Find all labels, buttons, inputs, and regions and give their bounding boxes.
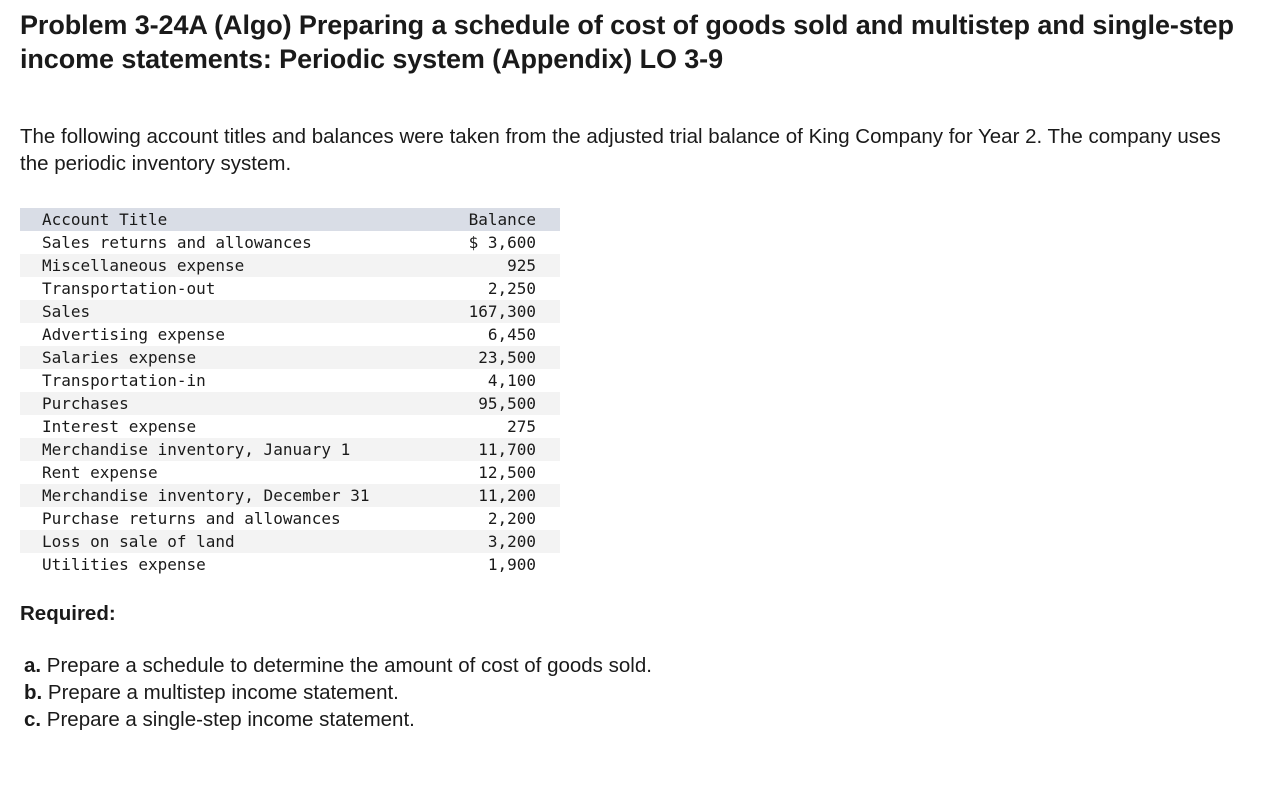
problem-title: Problem 3-24A (Algo) Preparing a schedule of cost of goods sold and multistep and single-step income statements: Periodic system (Appendix) LO 3-9 [20,10,1234,74]
balance-cell: 167,300 [468,302,536,321]
table-row [20,323,560,346]
balance-cell: $ 3,600 [468,233,536,252]
account-title-cell: Miscellaneous expense [42,256,245,275]
balance-cell: 3,200 [487,532,536,551]
table-row [20,346,560,369]
table-row [20,507,560,530]
table-row [20,392,560,415]
table-row [20,415,560,438]
balance-cell: 2,200 [487,509,536,528]
balance-cell: 95,500 [478,394,536,413]
required-item [24,652,1254,679]
balance-cell: 11,200 [478,486,536,505]
account-title-cell: Transportation-out [42,279,216,298]
account-title-cell: Merchandise inventory, January 1 [42,440,351,459]
table-body [20,231,560,576]
table-row [20,231,560,254]
account-title-cell: Transportation-in [42,371,206,390]
balance-cell: 23,500 [478,348,536,367]
balance-cell: 925 [507,256,536,275]
table-row [20,553,560,576]
trial-balance-table [20,208,560,576]
required-list [24,652,1254,733]
problem-page [20,0,1254,733]
balance-cell: 4,100 [487,371,536,390]
account-title-cell: Loss on sale of land [42,532,235,551]
table-row [20,369,560,392]
required-item-letter: c. [24,708,42,731]
account-title-cell: Sales returns and allowances [42,233,312,252]
account-title-cell: Rent expense [42,463,158,482]
account-title-cell: Sales [42,302,91,321]
required-item-text: Prepare a single-step income statement. [41,708,415,731]
balance-cell: 2,250 [487,279,536,298]
account-title-cell: Purchases [42,394,129,413]
required-label: Required: [20,602,116,625]
required-item-letter: b. [24,681,43,704]
balance-header: Balance [468,210,536,229]
account-title-header: Account Title [42,210,168,229]
required-item [24,679,1254,706]
account-title-cell: Merchandise inventory, December 31 [42,486,370,505]
table-row [20,277,560,300]
account-title-cell: Purchase returns and allowances [42,509,341,528]
required-item-text: Prepare a multistep income statement. [42,681,399,704]
required-item-letter: a. [24,654,42,677]
table-row [20,438,560,461]
table-row [20,300,560,323]
account-title-cell: Advertising expense [42,325,226,344]
account-title-cell: Utilities expense [42,555,206,574]
table-row [20,254,560,277]
table-header-row [20,208,560,231]
balance-cell: 11,700 [478,440,536,459]
balance-cell: 6,450 [487,325,536,344]
required-item-text: Prepare a schedule to determine the amount of cost of goods sold. [41,654,652,677]
required-item [24,706,1254,733]
table-row [20,530,560,553]
balance-cell: 275 [507,417,536,436]
account-title-cell: Salaries expense [42,348,197,367]
balance-cell: 1,900 [487,555,536,574]
balance-cell: 12,500 [478,463,536,482]
account-title-cell: Interest expense [42,417,197,436]
table-row [20,461,560,484]
problem-intro: The following account titles and balances were taken from the adjusted trial balance of King Company for Year 2. The company uses the periodic inventory system. [20,125,1221,175]
table-row [20,484,560,507]
